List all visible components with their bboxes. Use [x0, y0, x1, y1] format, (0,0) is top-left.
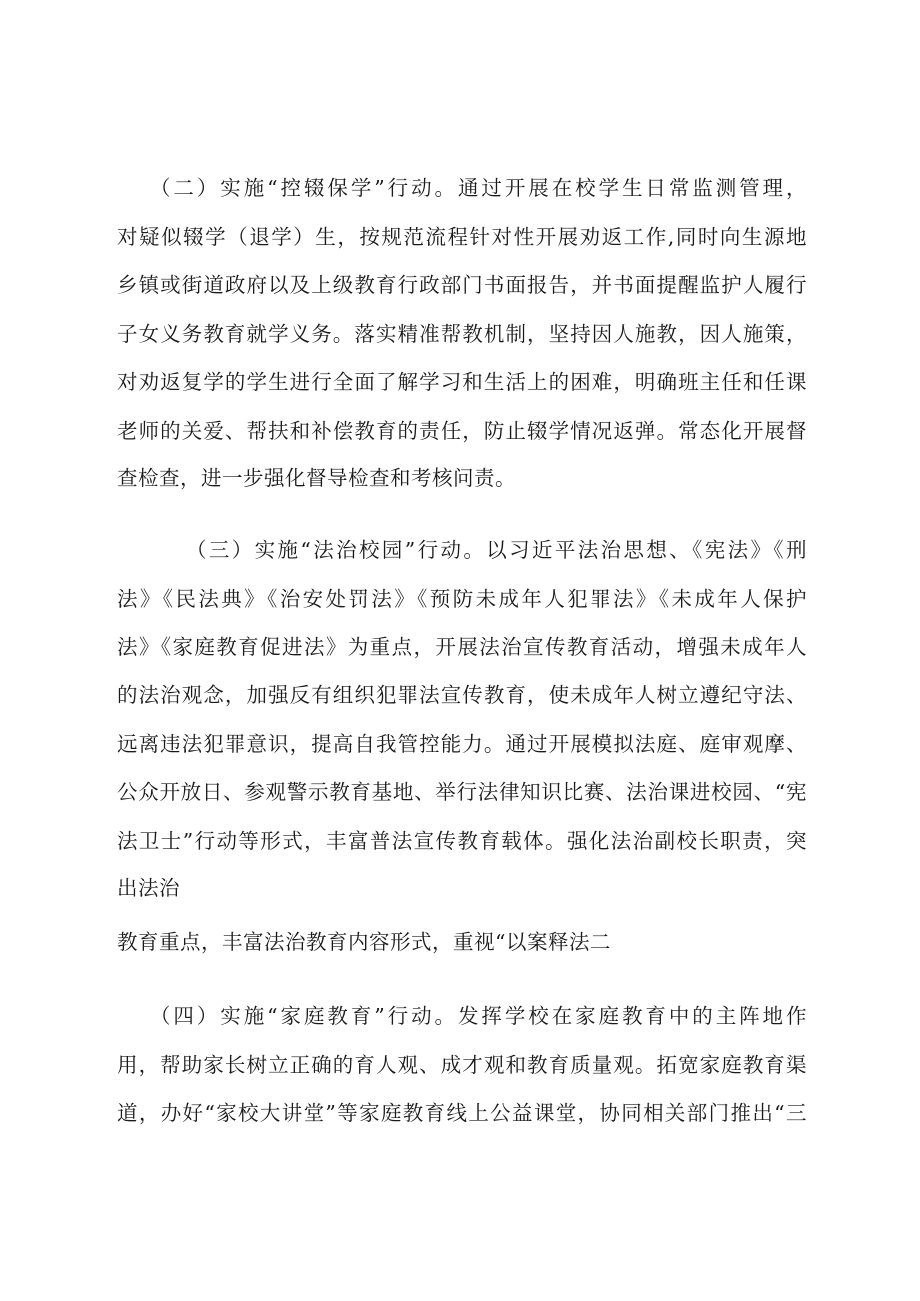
paragraph-3-line-7: 法卫士”行动等形式，丰富普法宣传教育载体。强化法治副校长职责，突 — [117, 829, 807, 853]
paragraph-2-line-4: 子女义务教育就学义务。落实精准帮教机制，坚持因人施教，因人施策， — [117, 322, 807, 346]
paragraph-3-line-1: （三）实施“法治校园”行动。以习近平法治思想、《宪法》《刑 — [186, 538, 807, 562]
paragraph-3-line-5: 远离违法犯罪意识，提高自我管控能力。通过开展模拟法庭、庭审观摩、 — [117, 732, 807, 756]
paragraph-4-line-2: 用，帮助家长树立正确的育人观、成才观和教育质量观。拓宽家庭教育渠 — [117, 1053, 807, 1077]
paragraph-3-line-8: 出法治 — [117, 876, 180, 900]
paragraph-4-line-3: 道，办好“家校大讲堂”等家庭教育线上公益课堂，协同相关部门推出“三 — [117, 1101, 807, 1125]
paragraph-2-line-7: 查检查，进一步强化督导检查和考核问责。 — [117, 466, 516, 490]
paragraph-3-line-4: 的法治观念，加强反有组织犯罪法宣传教育，使未成年人树立遵纪守法、 — [117, 683, 807, 707]
paragraph-3-line-6: 公众开放日、参观警示教育基地、举行法律知识比赛、法治课进校园、“宪 — [117, 780, 807, 804]
paragraph-4-line-1: （四）实施“家庭教育”行动。发挥学校在家庭教育中的主阵地作 — [150, 1004, 807, 1028]
paragraph-2-line-1: （二）实施“控辍保学”行动。通过开展在校学生日常监测管理， — [150, 176, 807, 200]
paragraph-2-line-6: 老师的关爱、帮扶和补偿教育的责任，防止辍学情况返弹。常态化开展督 — [117, 419, 807, 443]
paragraph-2-line-5: 对劝返复学的学生进行全面了解学习和生活上的困难，明确班主任和任课 — [117, 370, 807, 394]
paragraph-2-line-3: 乡镇或街道政府以及上级教育行政部门书面报告，并书面提醒监护人履行 — [117, 273, 807, 297]
paragraph-3-continuation-line: 教育重点，丰富法治教育内容形式，重视“以案释法二 — [117, 930, 611, 954]
paragraph-2-line-2: 对疑似辍学（退学）生，按规范流程针对性开展劝返工作,同时向生源地 — [117, 225, 807, 249]
paragraph-3-line-2: 法》《民法典》《治安处罚法》《预防未成年人犯罪法》《未成年人保护 — [117, 587, 807, 611]
paragraph-3-line-3: 法》《家庭教育促进法》为重点，开展法治宣传教育活动，增强未成年人 — [117, 635, 807, 659]
